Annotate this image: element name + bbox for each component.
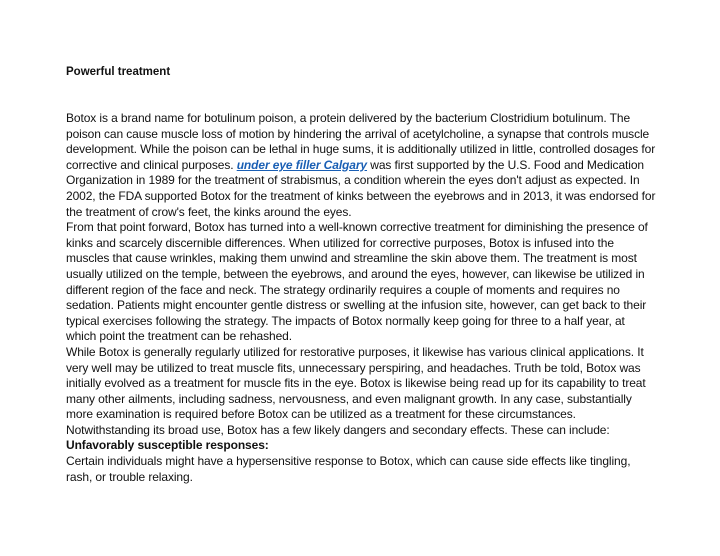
under-eye-filler-link[interactable]: under eye filler Calgary xyxy=(236,157,368,172)
paragraph-cosmetic: From that point forward, Botox has turned into a well-known corrective treatment for diminishing the presence of kinks and scarcely discernible differences. When utilized for corrective purposes, Botox is infused into the muscles that cause wrinkles, making them unwind and streamline the skin above them. The treatment is most usually utilized on the temple, between the eyebrows, and around the eyes, however, can likewise be utilized in different region of the face and neck. The strategy ordinarily requires a couple of moments and requires no sedation. Patients might encounter gentle distress or swelling at the infusion site, however, can get back to their typical exercises following the strategy. The impacts of Botox normally keep going for three to a half year, at which point the treatment can be rehashed. xyxy=(66,220,648,344)
article-body xyxy=(66,111,656,485)
paragraph-intro-text: Botox is a brand name for botulinum poison, a protein delivered by the bacterium Clostridium botulinum. The poison can cause muscle loss of motion by hindering the arrival of acetylcholine, a synapse that controls muscle development. While the poison can be lethal in huge sums, it is additionally utilized in little, controlled dosages for corrective and clinical purposes. xyxy=(66,111,656,172)
section-heading: Powerful treatment xyxy=(66,66,171,78)
paragraph-clinical: While Botox is generally regularly utilized for restorative purposes, it likewise has various clinical applications. It very well may be utilized to treat muscle fits, unnecessary perspiring, and headaches. Truth be told, Botox was initially evolved as a treatment for muscle fits in the eye. Botox is likewise being read up for its capability to treat many other ailments, including sadness, nervousness, and even malignant growth. In any case, substantially more examination is required before Botox can be utilized as a treatment for these circumstances. Notwithstanding its broad use, Botox has a few likely dangers and secondary effects. These can include: xyxy=(66,344,646,437)
paragraph-intro xyxy=(66,111,656,220)
paragraph-allergic: Certain individuals might have a hypersensitive response to Botox, which can cause side effects like tingling, rash, or trouble relaxing. xyxy=(66,454,631,484)
subheading-allergic: Unfavorably susceptible responses: xyxy=(66,438,269,453)
paragraph-intro-continued: was first supported by the U.S. Food and Medication Organization in 1989 for the treatment of strabismus, a condition wherein the eyes don't adjust as expected. In 2002, the FDA supported Botox for the treatment of kinks between the eyebrows and in 2013, it was endorsed for the treatment of crow's feet, the kinks around the eyes. xyxy=(66,157,656,219)
